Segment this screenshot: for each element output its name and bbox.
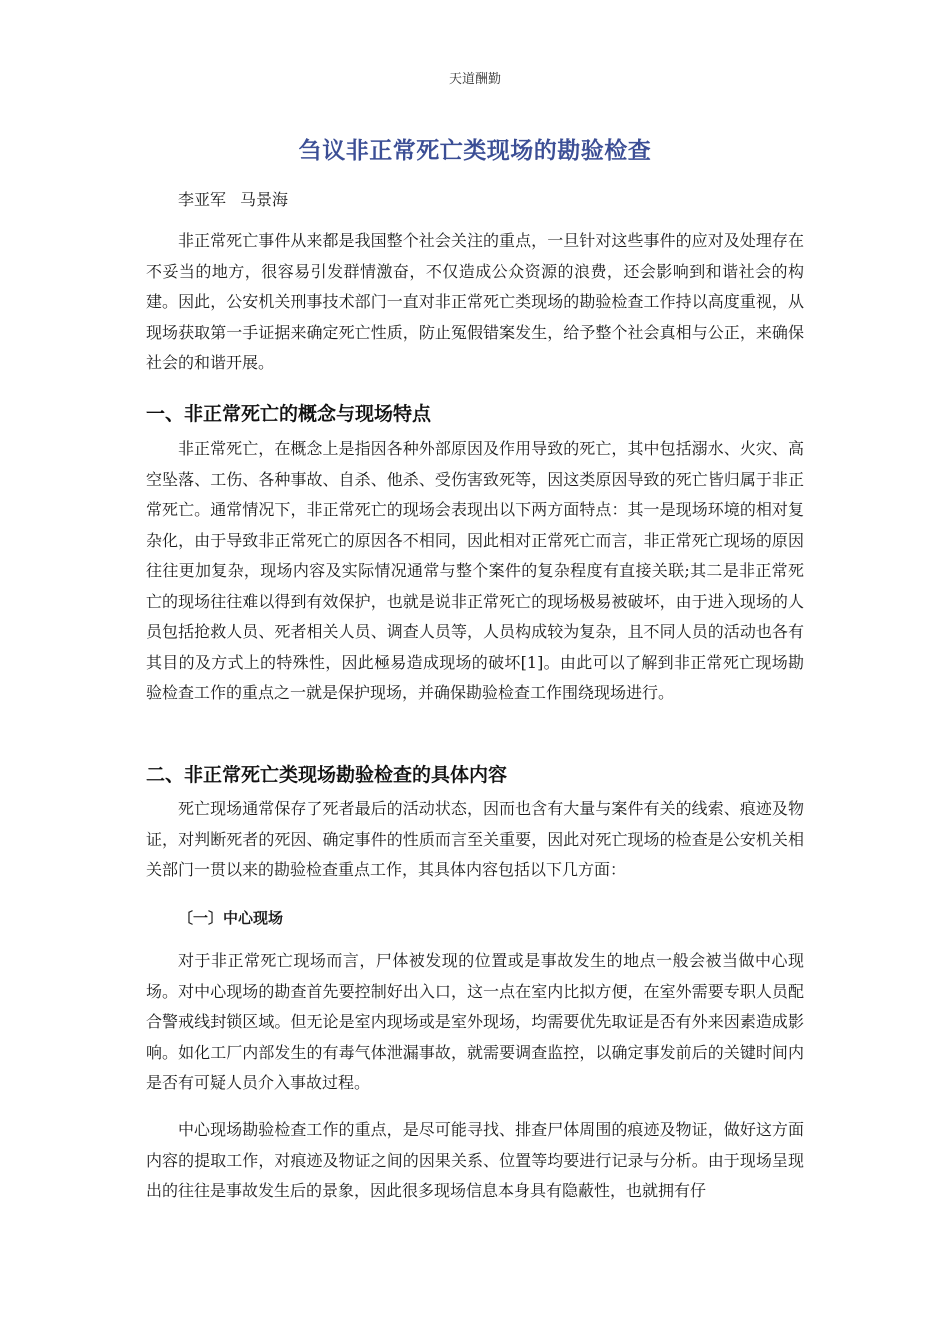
author-name: 马景海 [240,190,289,209]
section-paragraph: 死亡现场通常保存了死者最后的活动状态，因而也含有大量与案件有关的线索、痕迹及物证，对判断死者的死因、确定事件的性质而言至关重要，因此对死亡现场的检查是公安机关相关部门一贯以来的勘验检查重点工作，其具体内容包括以下几方面： [146,799,804,879]
author-line [178,187,288,210]
section-heading: 二、非正常死亡类现场勘验检查的具体内容 [146,764,508,786]
body-paragraph: 中心现场勘验检查工作的重点，是尽可能寻找、排查尸体周围的痕迹及物证，做好这方面内容的提取工作，对痕迹及物证之间的因果关系、位置等均要进行记录与分析。由于现场呈现出的往往是事故发生后的景象，因此很多现场信息本身具有隐蔽性，也就拥有仔 [146,1120,804,1200]
intro-paragraph: 非正常死亡事件从来都是我国整个社会关注的重点，一旦针对这些事件的应对及处理存在不妥当的地方，很容易引发群情激奋，不仅造成公众资源的浪费，还会影响到和谐社会的构建。因此，公安机关刑事技术部门一直对非正常死亡类现场的勘验检查工作持以高度重视，从现场获取第一手证据来确定死亡性质，防止冤假错案发生，给予整个社会真相与公正，来确保社会的和谐开展。 [146,231,804,372]
page-header: 天道酬勤 [448,72,501,87]
body-paragraph: 对于非正常死亡现场而言，尸体被发现的位置或是事故发生的地点一般会被当做中心现场。对中心现场的勘查首先要控制好出入口，这一点在室内比拟方便，在室外需要专职人员配合警戒线封锁区域。但无论是室内现场或是室外现场，均需要优先取证是否有外来因素造成影响。如化工厂内部发生的有毒气体泄漏事故，就需要调查监控，以确定事发前后的关键时间内是否有可疑人员介入事故过程。 [146,951,804,1092]
author-name: 李亚军 [178,190,227,209]
section-paragraph: 非正常死亡，在概念上是指因各种外部原因及作用导致的死亡，其中包括溺水、火灾、高空坠落、工伤、各种事故、自杀、他杀、受伤害致死等，因这类原因导致的死亡皆归属于非正常死亡。通常情况下，非正常死亡的现场会表现出以下两方面特点：其一是现场环境的相对复杂化，由于导致非正常死亡的原因各不相同，因此相对正常死亡而言，非正常死亡现场的原因往往更加复杂，现场内容及实际情况通常与整个案件的复杂程度有直接关联;其二是非正常死亡的现场往往难以得到有效保护，也就是说非正常死亡的现场极易被破坏，由于进入现场的人员包括抢救人员、死者相关人员、调查人员等，人员构成较为复杂，且不同人员的活动也各有其目的及方式上的特殊性，因此極易造成现场的破坏[1]。由此可以了解到非正常死亡现场勘验检查工作的重点之一就是保护现场，并确保勘验检查工作围绕现场进行。 [146,439,804,702]
section-heading: 一、非正常死亡的概念与现场特点 [146,403,432,425]
subsection-heading: 〔一〕中心现场 [178,909,284,927]
document-title: 刍议非正常死亡类现场的勘验检查 [298,138,652,164]
